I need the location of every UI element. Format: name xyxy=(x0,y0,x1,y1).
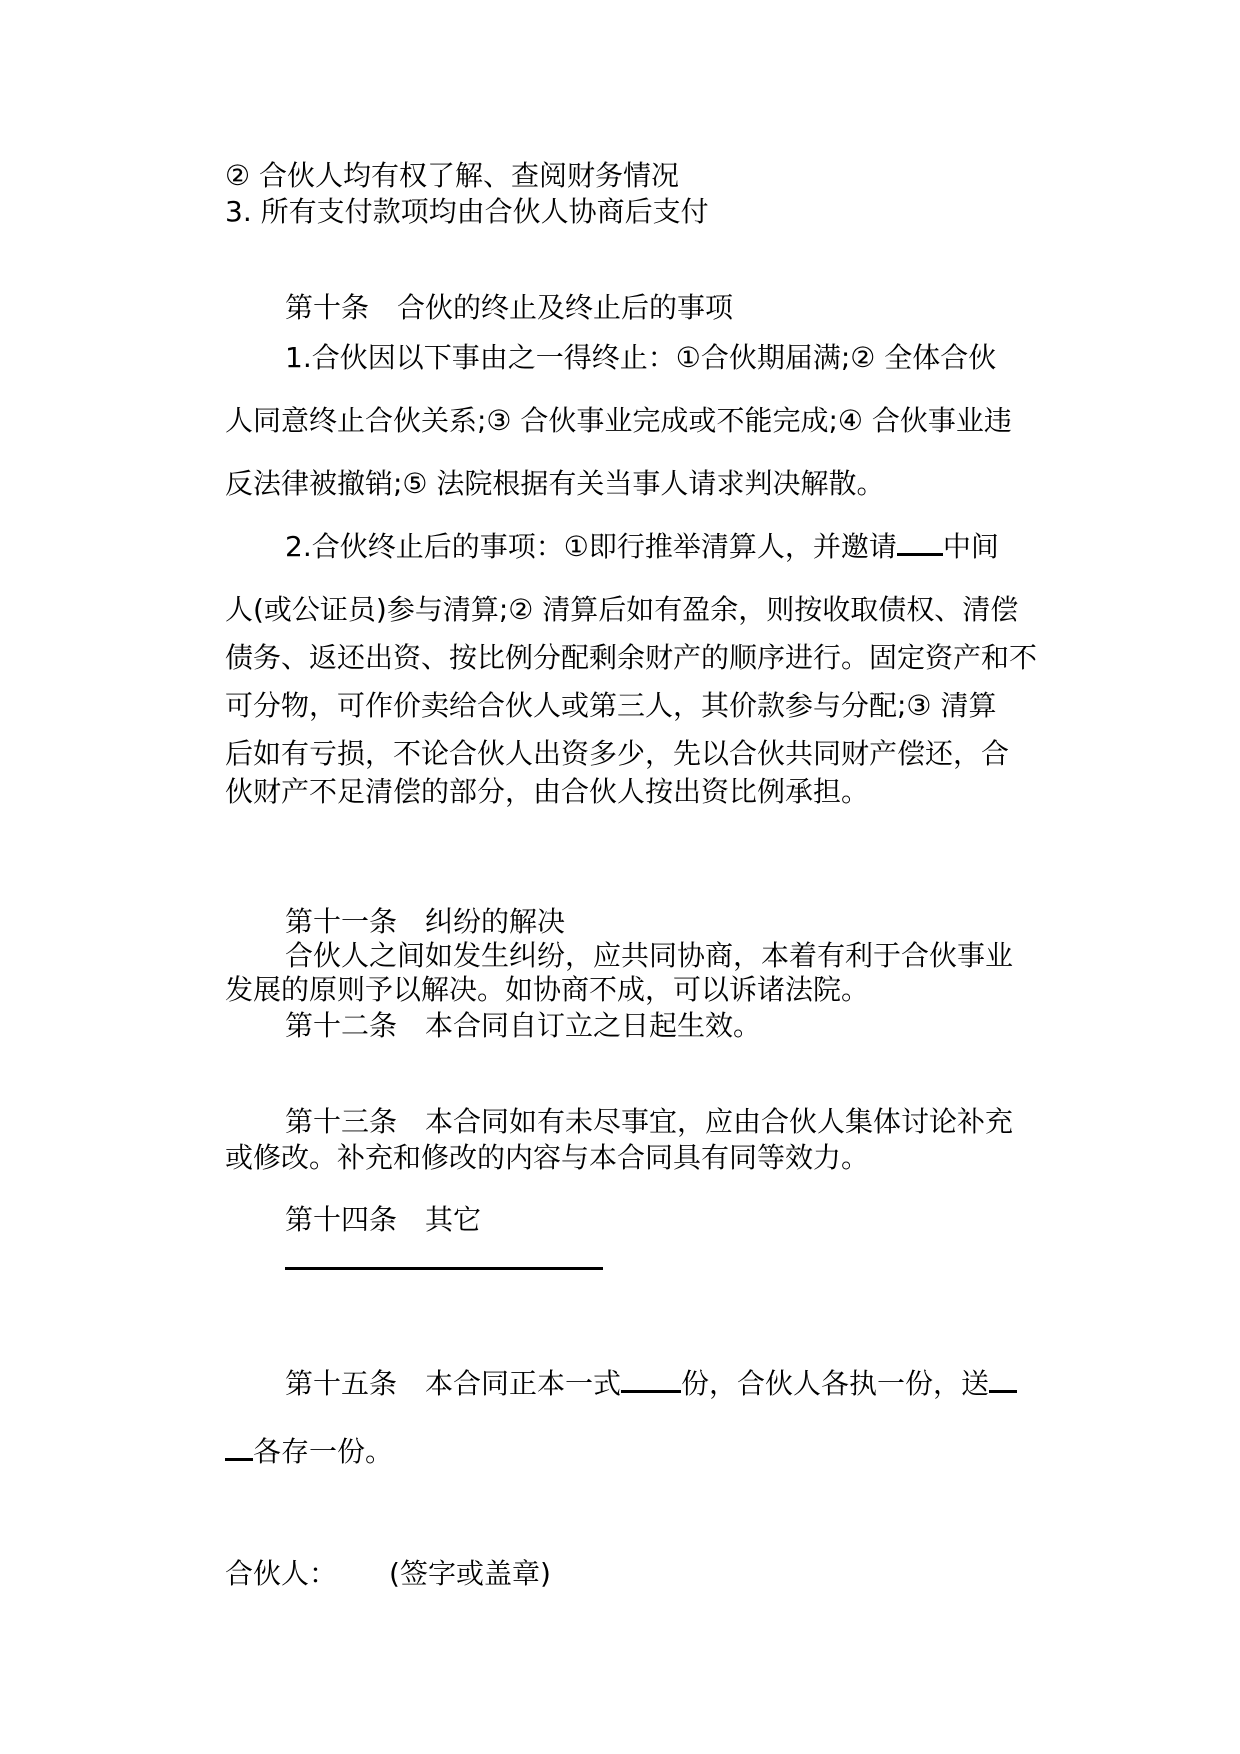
text-line xyxy=(285,1366,1017,1402)
text-line: 人(或公证员)参与清算;② 清算后如有盈余，则按收取债权、清偿 xyxy=(225,593,1019,626)
signature-line xyxy=(225,1556,551,1592)
text-segment: 份，合伙人各执一份，送 xyxy=(681,1367,990,1400)
text-line: 1.合伙因以下事由之一得终止：①合伙期届满;② 全体合伙 xyxy=(285,341,997,374)
signature-note: (签字或盖章) xyxy=(389,1557,551,1590)
text-line: 债务、返还出资、按比例分配剩余财产的顺序进行。固定资产和不 xyxy=(225,641,1038,674)
text-segment: 各存一份。 xyxy=(253,1435,394,1468)
fill-in-blank xyxy=(285,1267,603,1270)
fill-in-blank xyxy=(225,1457,253,1461)
text-segment: 中间 xyxy=(942,530,999,563)
article-heading: 第十二条 本合同自订立之日起生效。 xyxy=(285,1009,762,1042)
text-line: 3. 所有支付款项均由合伙人协商后支付 xyxy=(225,195,709,228)
article-heading: 第十四条 其它 xyxy=(285,1203,482,1236)
article-heading: 第十三条 本合同如有未尽事宜，应由合伙人集体讨论补充 xyxy=(285,1105,1014,1138)
article-heading: 第十条 合伙的终止及终止后的事项 xyxy=(285,291,734,324)
text-segment: 第十五条 本合同正本一式 xyxy=(285,1367,622,1400)
text-line: 伙财产不足清偿的部分，由合伙人按出资比例承担。 xyxy=(225,775,870,808)
text-line: 合伙人之间如发生纠纷，应共同协商，本着有利于合伙事业 xyxy=(285,939,1014,972)
fill-in-blank xyxy=(897,552,943,556)
signature-label: 合伙人： xyxy=(225,1557,338,1590)
article-heading: 第十一条 纠纷的解决 xyxy=(285,905,566,938)
fill-in-blank xyxy=(621,1389,681,1393)
text-line: 发展的原则予以解决。如协商不成，可以诉诸法院。 xyxy=(225,973,870,1006)
text-line: 反法律被撤销;⑤ 法院根据有关当事人请求判决解散。 xyxy=(225,467,885,500)
text-segment: 2.合伙终止后的事项：①即行推举清算人，并邀请 xyxy=(285,530,897,563)
text-line xyxy=(225,1434,393,1470)
text-line: ② 合伙人均有权了解、查阅财务情况 xyxy=(225,159,680,192)
fill-in-blank xyxy=(989,1389,1017,1393)
text-line xyxy=(285,529,999,565)
text-line: 或修改。补充和修改的内容与本合同具有同等效力。 xyxy=(225,1141,870,1174)
text-line: 人同意终止合伙关系;③ 合伙事业完成或不能完成;④ 合伙事业违 xyxy=(225,404,1012,437)
text-line: 可分物，可作价卖给合伙人或第三人，其价款参与分配;③ 清算 xyxy=(225,689,997,722)
text-line: 后如有亏损，不论合伙人出资多少，先以合伙共同财产偿还，合 xyxy=(225,737,1010,770)
